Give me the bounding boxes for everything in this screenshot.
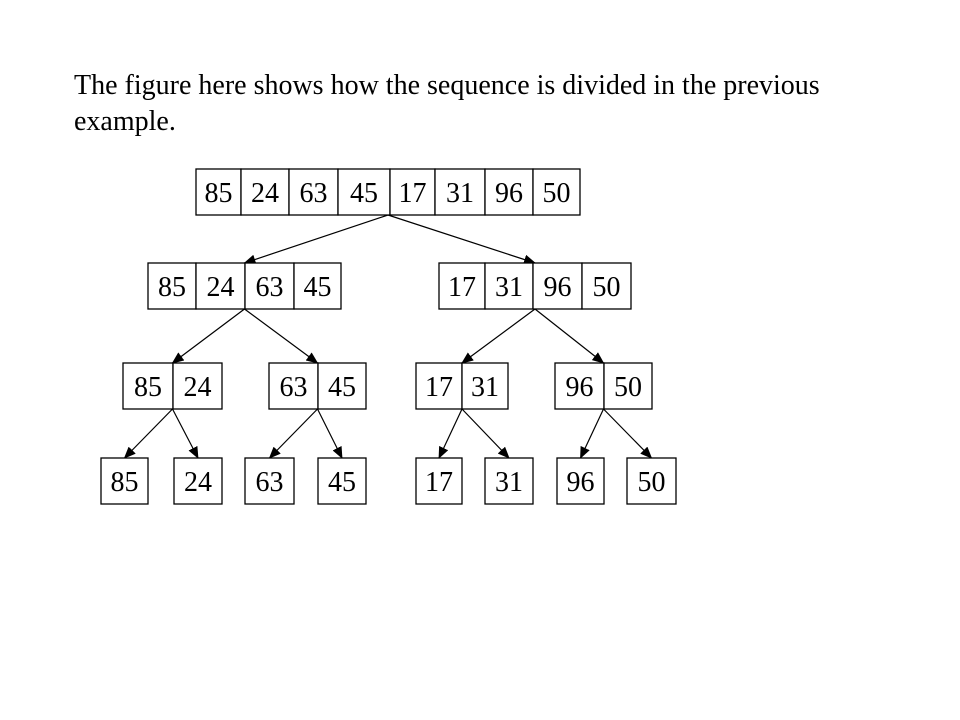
value-label: 85 bbox=[204, 178, 233, 209]
leaf-sequence bbox=[416, 458, 462, 504]
value-label: 96 bbox=[543, 272, 572, 303]
split-arrow bbox=[245, 215, 389, 263]
value-label: 24 bbox=[251, 178, 279, 209]
leaf-sequence bbox=[101, 458, 148, 504]
value-label: 31 bbox=[471, 372, 499, 403]
value-label: 85 bbox=[110, 467, 139, 498]
sequence-boxes bbox=[101, 169, 676, 504]
value-label: 45 bbox=[350, 178, 378, 209]
value-label: 31 bbox=[495, 467, 523, 498]
split-arrow bbox=[462, 309, 535, 363]
split-arrow bbox=[318, 409, 343, 458]
value-label: 17 bbox=[425, 372, 453, 403]
value-label: 63 bbox=[299, 178, 328, 209]
split-arrow bbox=[270, 409, 318, 458]
split-arrow bbox=[125, 409, 173, 458]
leaf-sequence bbox=[245, 458, 294, 504]
value-label: 45 bbox=[328, 467, 356, 498]
value-label: 50 bbox=[637, 467, 666, 498]
level1-sequence bbox=[439, 263, 631, 309]
leaf-sequence bbox=[174, 458, 222, 504]
level2-sequence bbox=[123, 363, 222, 409]
level1-sequence bbox=[148, 263, 341, 309]
value-label: 45 bbox=[328, 372, 356, 403]
split-arrow bbox=[535, 309, 604, 363]
split-arrow bbox=[173, 409, 199, 458]
value-label: 24 bbox=[183, 372, 212, 403]
value-label: 85 bbox=[158, 272, 186, 303]
level2-sequence bbox=[416, 363, 508, 409]
value-label: 63 bbox=[255, 272, 284, 303]
value-label: 31 bbox=[446, 178, 474, 209]
level2-sequence bbox=[269, 363, 366, 409]
value-label: 31 bbox=[495, 272, 523, 303]
split-arrow bbox=[388, 215, 535, 263]
value-label: 50 bbox=[614, 372, 642, 403]
value-label: 17 bbox=[448, 272, 476, 303]
value-label: 50 bbox=[542, 178, 571, 209]
value-label: 24 bbox=[184, 467, 212, 498]
root-sequence bbox=[196, 169, 580, 215]
split-arrow bbox=[245, 309, 318, 363]
split-arrow bbox=[439, 409, 462, 458]
value-label: 45 bbox=[303, 272, 332, 303]
value-label: 96 bbox=[565, 372, 594, 403]
level2-sequence bbox=[555, 363, 652, 409]
value-label: 50 bbox=[592, 272, 621, 303]
value-label: 63 bbox=[279, 372, 308, 403]
value-label: 85 bbox=[134, 372, 162, 403]
value-label: 17 bbox=[398, 178, 427, 209]
value-label: 96 bbox=[566, 467, 595, 498]
value-label: 96 bbox=[495, 178, 523, 209]
split-arrow bbox=[604, 409, 652, 458]
value-label: 17 bbox=[425, 467, 453, 498]
leaf-sequence bbox=[485, 458, 533, 504]
split-arrow bbox=[173, 309, 245, 363]
split-arrow bbox=[581, 409, 604, 458]
leaf-sequence bbox=[627, 458, 676, 504]
value-label: 24 bbox=[206, 272, 235, 303]
split-arrow bbox=[462, 409, 509, 458]
value-label: 63 bbox=[255, 467, 284, 498]
leaf-sequence bbox=[557, 458, 604, 504]
split-arrows bbox=[125, 215, 652, 458]
leaf-sequence bbox=[318, 458, 366, 504]
caption-text: The figure here shows how the sequence is divided in the previous example. bbox=[74, 70, 820, 137]
